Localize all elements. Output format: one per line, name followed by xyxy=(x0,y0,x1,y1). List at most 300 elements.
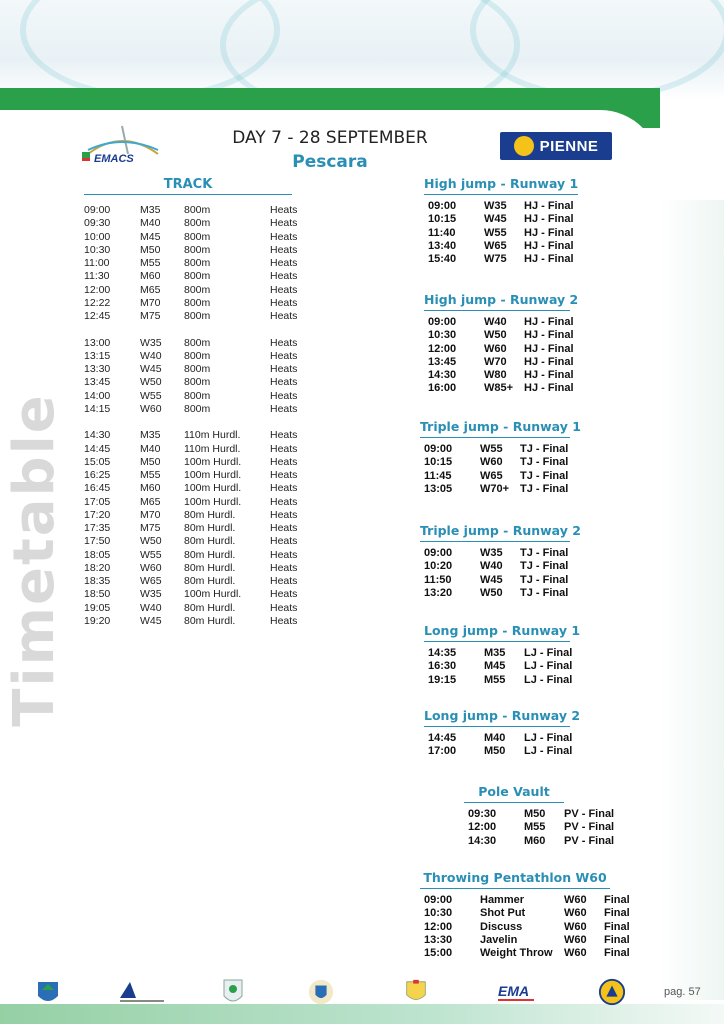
track-round: Heats xyxy=(270,349,298,362)
track-row xyxy=(84,535,314,548)
field-time: 14:35 xyxy=(428,647,457,659)
field-row xyxy=(424,745,624,758)
track-row xyxy=(84,323,314,336)
track-row xyxy=(84,522,314,535)
track-round: Heats xyxy=(270,257,298,269)
pentathlon-section xyxy=(420,870,640,960)
field-time: 11:40 xyxy=(428,226,456,239)
track-round: Heats xyxy=(270,296,298,309)
field-time: 12:00 xyxy=(468,821,497,834)
city-pescara-logo xyxy=(220,978,246,1006)
track-row xyxy=(84,244,314,257)
field-category: M45 xyxy=(484,660,506,673)
track-round: Heats xyxy=(270,376,298,389)
track-round: Heats xyxy=(270,575,298,587)
field-time: 14:45 xyxy=(428,732,457,744)
track-time: 11:30 xyxy=(84,270,110,283)
field-time: 09:00 xyxy=(428,200,457,212)
track-round: Heats xyxy=(270,588,298,601)
field-category: M35 xyxy=(484,647,506,659)
pentathlon-time: 13:30 xyxy=(424,933,453,946)
track-time: 15:05 xyxy=(84,455,111,468)
field-event: TJ - Final xyxy=(520,482,569,495)
field-time: 11:50 xyxy=(424,573,452,586)
track-time: 13:30 xyxy=(84,363,111,375)
track-row xyxy=(84,429,314,442)
track-category: W35 xyxy=(140,588,162,601)
track-round: Heats xyxy=(270,429,298,442)
track-round: Heats xyxy=(270,442,298,455)
track-event: 80m Hurdl. xyxy=(184,522,236,534)
track-event: 800m xyxy=(184,389,211,402)
track-event: 80m Hurdl. xyxy=(184,614,236,627)
track-category: M35 xyxy=(140,429,161,442)
field-time: 17:00 xyxy=(428,745,457,758)
field-event: HJ - Final xyxy=(524,369,574,382)
track-event: 800m xyxy=(184,296,211,309)
track-event: 100m Hurdl. xyxy=(184,482,242,495)
track-round: Heats xyxy=(270,204,298,216)
field-event: PV - Final xyxy=(564,821,615,834)
track-row xyxy=(84,270,314,283)
field-category: W65 xyxy=(480,469,503,482)
track-event: 100m Hurdl. xyxy=(184,469,242,481)
pentathlon-round: Final xyxy=(604,894,630,906)
region-abruzzo-logo xyxy=(36,978,60,1006)
track-row xyxy=(84,562,314,575)
track-time: 11:00 xyxy=(84,257,110,269)
pentathlon-category: W60 xyxy=(564,947,587,960)
field-event: LJ - Final xyxy=(524,673,573,686)
field-section xyxy=(424,292,624,396)
field-row xyxy=(420,574,620,587)
track-time: 14:15 xyxy=(84,402,111,415)
track-time: 14:30 xyxy=(84,429,111,442)
track-round: Heats xyxy=(270,508,298,521)
track-event: 800m xyxy=(184,336,211,349)
track-category: M70 xyxy=(140,296,161,309)
field-event: LJ - Final xyxy=(524,660,573,673)
field-time: 14:30 xyxy=(428,369,457,382)
track-row xyxy=(84,575,314,588)
track-time: 17:20 xyxy=(84,508,111,521)
pentathlon-event: Shot Put xyxy=(480,907,526,920)
field-event: HJ - Final xyxy=(524,213,574,226)
field-category: W50 xyxy=(484,329,507,342)
field-row xyxy=(420,560,620,573)
field-row xyxy=(424,356,624,369)
track-time: 14:00 xyxy=(84,389,111,402)
field-event: HJ - Final xyxy=(524,239,574,252)
track-time: 17:35 xyxy=(84,522,111,534)
field-event: TJ - Final xyxy=(520,469,569,482)
track-event: 800m xyxy=(184,363,211,375)
field-row xyxy=(464,835,664,848)
field-time: 10:30 xyxy=(428,329,457,342)
track-category: M55 xyxy=(140,469,161,481)
track-category: M35 xyxy=(140,204,161,216)
field-category: M55 xyxy=(484,673,506,686)
field-category: W35 xyxy=(480,547,503,559)
pentathlon-row xyxy=(420,921,640,934)
track-event: 800m xyxy=(184,310,211,322)
page-title: DAY 7 - 28 SEPTEMBER xyxy=(232,128,428,148)
track-category: W55 xyxy=(140,389,162,402)
track-category: W60 xyxy=(140,402,162,415)
track-event: 80m Hurdl. xyxy=(184,601,236,614)
track-time: 18:35 xyxy=(84,575,111,587)
field-section-heading: High jump - Runway 1 xyxy=(424,176,578,195)
field-section-heading: Long jump - Runway 1 xyxy=(424,623,570,642)
field-category: M60 xyxy=(524,834,546,847)
pentathlon-event: Javelin xyxy=(480,933,518,946)
field-event: LJ - Final xyxy=(524,745,573,758)
field-row xyxy=(420,443,620,456)
field-row xyxy=(464,821,664,834)
track-time: 18:50 xyxy=(84,588,111,601)
field-category: W60 xyxy=(480,456,503,469)
track-event: 100m Hurdl. xyxy=(184,455,242,468)
track-row xyxy=(84,350,314,363)
pienne-logo-text: PIENNE xyxy=(539,137,599,155)
track-row xyxy=(84,482,314,495)
field-event: LJ - Final xyxy=(524,647,573,659)
field-row xyxy=(424,200,624,213)
field-row xyxy=(424,660,624,673)
track-round: Heats xyxy=(270,217,298,230)
pentathlon-round: Final xyxy=(604,947,630,960)
field-category: W55 xyxy=(484,226,507,239)
track-row xyxy=(84,443,314,456)
field-row xyxy=(420,470,620,483)
track-row xyxy=(84,310,314,323)
field-section xyxy=(420,419,620,496)
track-time: 09:30 xyxy=(84,217,111,230)
track-category: M40 xyxy=(140,442,161,455)
pentathlon-category: W60 xyxy=(564,933,587,946)
pentathlon-category: W60 xyxy=(564,894,587,906)
field-time: 09:00 xyxy=(424,443,453,455)
field-section xyxy=(420,523,620,600)
track-row xyxy=(84,231,314,244)
field-time: 19:15 xyxy=(428,673,457,686)
field-event: TJ - Final xyxy=(520,547,569,559)
pentathlon-time: 10:30 xyxy=(424,907,453,920)
field-category: W75 xyxy=(484,253,507,266)
pentathlon-row xyxy=(420,894,640,907)
track-event: 100m Hurdl. xyxy=(184,495,242,508)
field-row xyxy=(420,483,620,496)
track-time: 13:15 xyxy=(84,349,111,362)
field-row xyxy=(420,547,620,560)
field-category: W55 xyxy=(480,443,503,455)
track-category: M75 xyxy=(140,522,161,534)
track-category: W35 xyxy=(140,336,162,349)
track-time: 14:45 xyxy=(84,442,111,455)
field-section xyxy=(424,623,624,687)
track-category: M60 xyxy=(140,482,161,495)
track-category: M70 xyxy=(140,508,161,521)
field-category: W70+ xyxy=(480,482,510,495)
pentathlon-time: 09:00 xyxy=(424,894,453,906)
track-time: 09:00 xyxy=(84,204,111,216)
track-time: 13:45 xyxy=(84,376,111,389)
field-row xyxy=(424,240,624,253)
track-row xyxy=(84,549,314,562)
field-section xyxy=(464,784,664,848)
track-row xyxy=(84,217,314,230)
sponsor-footer xyxy=(30,974,650,1010)
track-row xyxy=(84,615,314,628)
track-event: 800m xyxy=(184,204,211,216)
field-row xyxy=(424,316,624,329)
page-number: pag. 57 xyxy=(664,986,701,998)
track-event: 800m xyxy=(184,376,211,389)
field-time: 12:00 xyxy=(428,342,457,355)
track-row xyxy=(84,588,314,601)
track-row xyxy=(84,204,314,217)
track-category: W50 xyxy=(140,535,162,548)
field-category: W40 xyxy=(484,316,507,328)
field-time: 14:30 xyxy=(468,834,497,847)
pentathlon-time: 15:00 xyxy=(424,947,453,960)
track-category: M75 xyxy=(140,310,161,322)
track-schedule xyxy=(84,204,314,628)
track-category: M40 xyxy=(140,217,161,230)
track-category: M50 xyxy=(140,243,161,256)
field-category: W80 xyxy=(484,369,507,382)
field-time: 09:00 xyxy=(424,547,453,559)
track-round: Heats xyxy=(270,283,298,296)
track-event: 100m Hurdl. xyxy=(184,588,242,601)
track-time: 17:05 xyxy=(84,495,111,508)
track-event: 800m xyxy=(184,349,211,362)
track-round: Heats xyxy=(270,614,298,627)
track-round: Heats xyxy=(270,522,298,534)
track-event: 80m Hurdl. xyxy=(184,548,236,561)
field-row xyxy=(464,808,664,821)
track-round: Heats xyxy=(270,601,298,614)
track-category: W45 xyxy=(140,614,162,627)
track-row xyxy=(84,509,314,522)
track-event: 800m xyxy=(184,217,211,230)
field-time: 10:15 xyxy=(428,213,457,226)
track-time: 16:45 xyxy=(84,482,111,495)
track-row xyxy=(84,284,314,297)
track-time: 12:00 xyxy=(84,283,111,296)
track-round: Heats xyxy=(270,310,298,322)
track-category: W65 xyxy=(140,575,162,587)
timetable-watermark: Timetable xyxy=(2,393,67,727)
fidal-logo xyxy=(116,978,166,1006)
field-category: W45 xyxy=(480,573,503,586)
track-round: Heats xyxy=(270,535,298,548)
field-category: W85+ xyxy=(484,382,514,395)
track-row xyxy=(84,257,314,270)
field-row xyxy=(424,369,624,382)
pentathlon-time: 12:00 xyxy=(424,920,453,933)
field-category: W70 xyxy=(484,355,507,368)
pentathlon-category: W60 xyxy=(564,920,587,933)
track-round: Heats xyxy=(270,469,298,481)
track-event: 800m xyxy=(184,283,211,296)
field-event: PV - Final xyxy=(564,834,615,847)
field-section xyxy=(424,708,624,759)
track-time: 12:45 xyxy=(84,310,111,322)
field-section-heading: Pole Vault xyxy=(464,784,564,803)
track-row xyxy=(84,602,314,615)
track-event: 800m xyxy=(184,270,211,283)
pentathlon-row xyxy=(420,907,640,920)
field-section-heading: Triple jump - Runway 1 xyxy=(420,419,570,438)
crest-logo-1 xyxy=(304,978,338,1006)
track-category: M65 xyxy=(140,283,161,296)
field-row xyxy=(420,587,620,600)
track-time: 10:00 xyxy=(84,230,111,243)
field-event: HJ - Final xyxy=(524,316,574,328)
track-event: 800m xyxy=(184,230,211,243)
track-event: 110m Hurdl. xyxy=(184,429,241,442)
field-event: TJ - Final xyxy=(520,456,569,469)
field-row xyxy=(424,329,624,342)
field-category: M50 xyxy=(484,745,506,758)
field-category: W60 xyxy=(484,342,507,355)
field-time: 15:40 xyxy=(428,253,457,266)
track-event: 80m Hurdl. xyxy=(184,535,236,548)
track-time: 17:50 xyxy=(84,535,111,548)
track-category: W45 xyxy=(140,363,162,375)
page-subtitle: Pescara xyxy=(292,152,368,172)
field-event: HJ - Final xyxy=(524,382,574,395)
pienne-logo xyxy=(500,132,612,160)
field-event: LJ - Final xyxy=(524,732,573,744)
track-time: 10:30 xyxy=(84,243,111,256)
field-event: HJ - Final xyxy=(524,355,574,368)
field-event: TJ - Final xyxy=(520,573,569,586)
track-category: W40 xyxy=(140,601,162,614)
field-category: W35 xyxy=(484,200,507,212)
track-category: W40 xyxy=(140,349,162,362)
emacs-logo xyxy=(78,124,162,164)
track-round: Heats xyxy=(270,363,298,375)
field-row xyxy=(424,227,624,240)
wma-logo xyxy=(596,978,628,1006)
field-event: PV - Final xyxy=(564,808,615,820)
track-row xyxy=(84,456,314,469)
field-category: M55 xyxy=(524,821,546,834)
field-time: 16:30 xyxy=(428,660,457,673)
field-time: 13:20 xyxy=(424,586,453,599)
field-category: W45 xyxy=(484,213,507,226)
field-row xyxy=(424,732,624,745)
field-event: HJ - Final xyxy=(524,342,574,355)
track-time: 13:00 xyxy=(84,336,111,349)
pentathlon-round: Final xyxy=(604,933,630,946)
track-time: 19:20 xyxy=(84,614,111,627)
pentathlon-event: Discuss xyxy=(480,920,523,933)
field-row xyxy=(420,456,620,469)
track-round: Heats xyxy=(270,336,298,349)
svg-text:EMACS: EMACS xyxy=(94,153,134,164)
field-category: W50 xyxy=(480,586,503,599)
pentathlon-row xyxy=(420,934,640,947)
track-row xyxy=(84,363,314,376)
field-time: 09:30 xyxy=(468,808,497,820)
track-row xyxy=(84,416,314,429)
track-row xyxy=(84,469,314,482)
field-time: 09:00 xyxy=(428,316,457,328)
field-section-heading: High jump - Runway 2 xyxy=(424,292,570,311)
track-row xyxy=(84,337,314,350)
track-round: Heats xyxy=(270,561,298,574)
field-event: HJ - Final xyxy=(524,200,574,212)
track-category: M60 xyxy=(140,270,161,283)
pentathlon-round: Final xyxy=(604,907,630,920)
track-row xyxy=(84,376,314,389)
track-round: Heats xyxy=(270,548,298,561)
track-round: Heats xyxy=(270,230,298,243)
field-time: 13:05 xyxy=(424,482,453,495)
track-round: Heats xyxy=(270,389,298,402)
field-section-heading: Long jump - Runway 2 xyxy=(424,708,570,727)
pentathlon-event: Weight Throw xyxy=(480,947,553,960)
field-row xyxy=(424,343,624,356)
track-event: 800m xyxy=(184,243,211,256)
pienne-mark-icon xyxy=(514,136,534,156)
track-event: 80m Hurdl. xyxy=(184,561,236,574)
track-round: Heats xyxy=(270,270,298,283)
field-section-heading: Triple jump - Runway 2 xyxy=(420,523,570,542)
track-row xyxy=(84,297,314,310)
pentathlon-row xyxy=(420,947,640,960)
pentathlon-heading: Throwing Pentathlon W60 xyxy=(420,870,610,889)
field-time: 13:40 xyxy=(428,239,457,252)
field-row xyxy=(424,253,624,266)
svg-text:EMA: EMA xyxy=(498,983,530,999)
field-event: HJ - Final xyxy=(524,253,574,266)
track-time: 16:25 xyxy=(84,469,111,481)
track-time: 18:05 xyxy=(84,548,111,561)
field-event: TJ - Final xyxy=(520,560,569,573)
field-time: 10:15 xyxy=(424,456,453,469)
track-category: M45 xyxy=(140,230,161,243)
pentathlon-category: W60 xyxy=(564,907,587,920)
track-event: 80m Hurdl. xyxy=(184,508,236,521)
crest-logo-2 xyxy=(402,978,430,1006)
track-round: Heats xyxy=(270,243,298,256)
field-row xyxy=(424,213,624,226)
pentathlon-round: Final xyxy=(604,920,630,933)
track-row xyxy=(84,390,314,403)
field-section xyxy=(424,176,624,266)
track-row xyxy=(84,496,314,509)
track-event: 80m Hurdl. xyxy=(184,575,236,587)
track-row xyxy=(84,403,314,416)
track-event: 800m xyxy=(184,257,211,269)
track-time: 19:05 xyxy=(84,601,111,614)
track-category: M65 xyxy=(140,495,161,508)
track-round: Heats xyxy=(270,455,298,468)
field-row xyxy=(424,674,624,687)
track-category: M50 xyxy=(140,455,161,468)
track-round: Heats xyxy=(270,495,298,508)
field-time: 16:00 xyxy=(428,382,457,395)
track-event: 800m xyxy=(184,402,211,415)
track-category: M55 xyxy=(140,257,161,269)
field-category: M40 xyxy=(484,732,506,744)
track-category: W60 xyxy=(140,561,162,574)
track-time: 18:20 xyxy=(84,561,111,574)
